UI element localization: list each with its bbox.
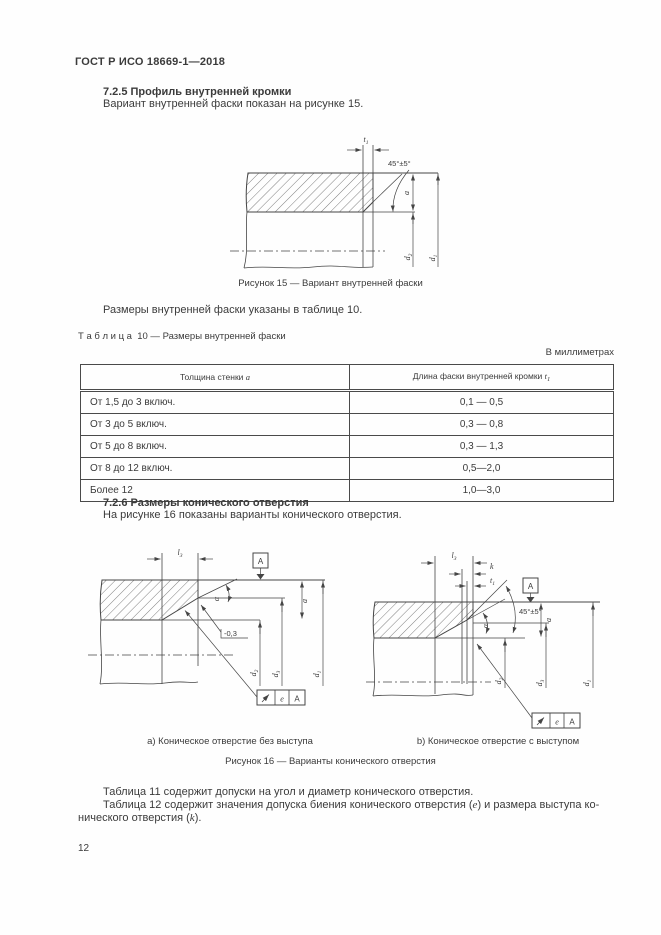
section-7-2-6 [103, 497, 402, 523]
fig16a-label-d2: $d_2$ [249, 669, 260, 677]
table-cell-range: От 1,5 до 3 включ. [81, 391, 350, 414]
table-cell-value: 0,1 — 0,5 [350, 391, 614, 414]
table-header-row [81, 365, 614, 391]
fig16a-datum-a [253, 553, 268, 580]
figure-16b-caption: b) Коническое отверстие с выступом [416, 736, 580, 747]
fig16b-label-a: a [544, 618, 553, 622]
figure-16a-drawing [85, 546, 335, 716]
figure-16-caption: Рисунок 16 — Варианты конического отверстия [225, 756, 436, 767]
figure-16a-caption: а) Коническое отверстие без выступа [147, 736, 313, 747]
fig16b-datum-a [523, 578, 538, 603]
table-cell-value: 1,0—3,0 [350, 480, 614, 502]
fig15-label-d2: $d_2$ [403, 253, 414, 261]
section-7-2-6-heading: 7.2.6 Размеры конического отверстия [103, 497, 309, 509]
fig15-label-a: a [402, 191, 411, 195]
fig16b-datum-letter: A [527, 582, 534, 591]
fig16b-label-d3: $d_3$ [535, 679, 546, 687]
figure-16b-drawing [363, 544, 613, 734]
page-number: 12 [78, 843, 90, 854]
fig16b-frame-datum: A [569, 717, 575, 727]
fig16b-runout-frame [532, 713, 580, 728]
table-10 [80, 364, 614, 502]
fig16b-frame-e: e [555, 717, 559, 727]
fig16b-label-d2: $d_2$ [494, 677, 505, 685]
section-7-2-6-body: На рисунке 16 показаны варианты конического отверстия. [103, 509, 402, 521]
section-7-2-5-heading: 7.2.5 Профиль внутренней кромки [103, 86, 292, 98]
fig16a-label-tolerance: -0,3 [224, 629, 237, 638]
table-cell-range: От 5 до 8 включ. [81, 436, 350, 458]
table-cell-range: От 3 до 5 включ. [81, 414, 350, 436]
fig16a-frame-e: e [280, 694, 284, 704]
col-header-wall-thickness: Толщина стенки а [81, 365, 350, 391]
fig16b-dimensions [366, 563, 593, 718]
fig16a-label-l3: $l_3$ [177, 548, 183, 559]
table-cell-range: От 8 до 12 включ. [81, 458, 350, 480]
fig16a-label-a: a [300, 599, 309, 603]
fig16a-runout-frame [257, 690, 305, 705]
table-10-units: В миллиметрах [545, 347, 614, 358]
figure-15-drawing [225, 133, 460, 275]
fig16a-label-d3: $d_3$ [271, 670, 282, 678]
fig15-label-t1: $t_1$ [363, 135, 369, 146]
fig16b-label-angle: 45°±5° [519, 607, 542, 616]
section-7-2-5-body: Вариант внутренней фаски показан на рисунке 15. [103, 98, 364, 110]
table-10-label: Т а б л и ц а 10 — Размеры внутренней фаски [78, 331, 286, 342]
fig16a-frame-datum: A [294, 694, 300, 704]
figure-15-caption: Рисунок 15 — Вариант внутренней фаски [238, 278, 423, 289]
col-header-chamfer-length: Длина фаски внутренней кромки $t_1$ [350, 365, 614, 391]
fig16a-label-d1: $d_1$ [312, 670, 323, 678]
doc-header: ГОСТ Р ИСО 18669-1—2018 [75, 56, 226, 68]
table-cell-value: 0,3 — 0,8 [350, 414, 614, 436]
closing-paragraph-2-line-1: Таблица 12 содержит значения допуска биения конического отверстия (e) и размера выступа ко- [103, 799, 600, 811]
fig15-label-angle: 45°±5° [388, 159, 411, 168]
fig16a-label-alpha: α [212, 596, 221, 602]
fig16b-label-alpha: α [481, 623, 490, 629]
fig16b-label-t1: $t_1$ [490, 576, 495, 587]
fig16b-label-l3: $l_3$ [451, 551, 457, 562]
fig16a-datum-letter: A [257, 557, 264, 566]
table-cell-range: Более 12 [81, 480, 350, 502]
table-row [81, 458, 614, 480]
table-row [81, 391, 614, 414]
table-cell-value: 0,3 — 1,3 [350, 436, 614, 458]
closing-paragraph-1: Таблица 11 содержит допуски на угол и диаметр конического отверстия. [103, 786, 474, 798]
fig16b-label-k: k [490, 562, 494, 571]
fig15-label-d1: $d_1$ [428, 254, 439, 262]
table-row [81, 414, 614, 436]
closing-paragraph-2-line-2: нического отверстия (k). [78, 812, 202, 824]
fig16b-label-d1: $d_1$ [582, 679, 593, 687]
table-row [81, 436, 614, 458]
section-7-2-5 [103, 86, 363, 112]
table-10-intro: Размеры внутренней фаски указаны в таблице 10. [103, 304, 363, 316]
table-cell-value: 0,5—2,0 [350, 458, 614, 480]
